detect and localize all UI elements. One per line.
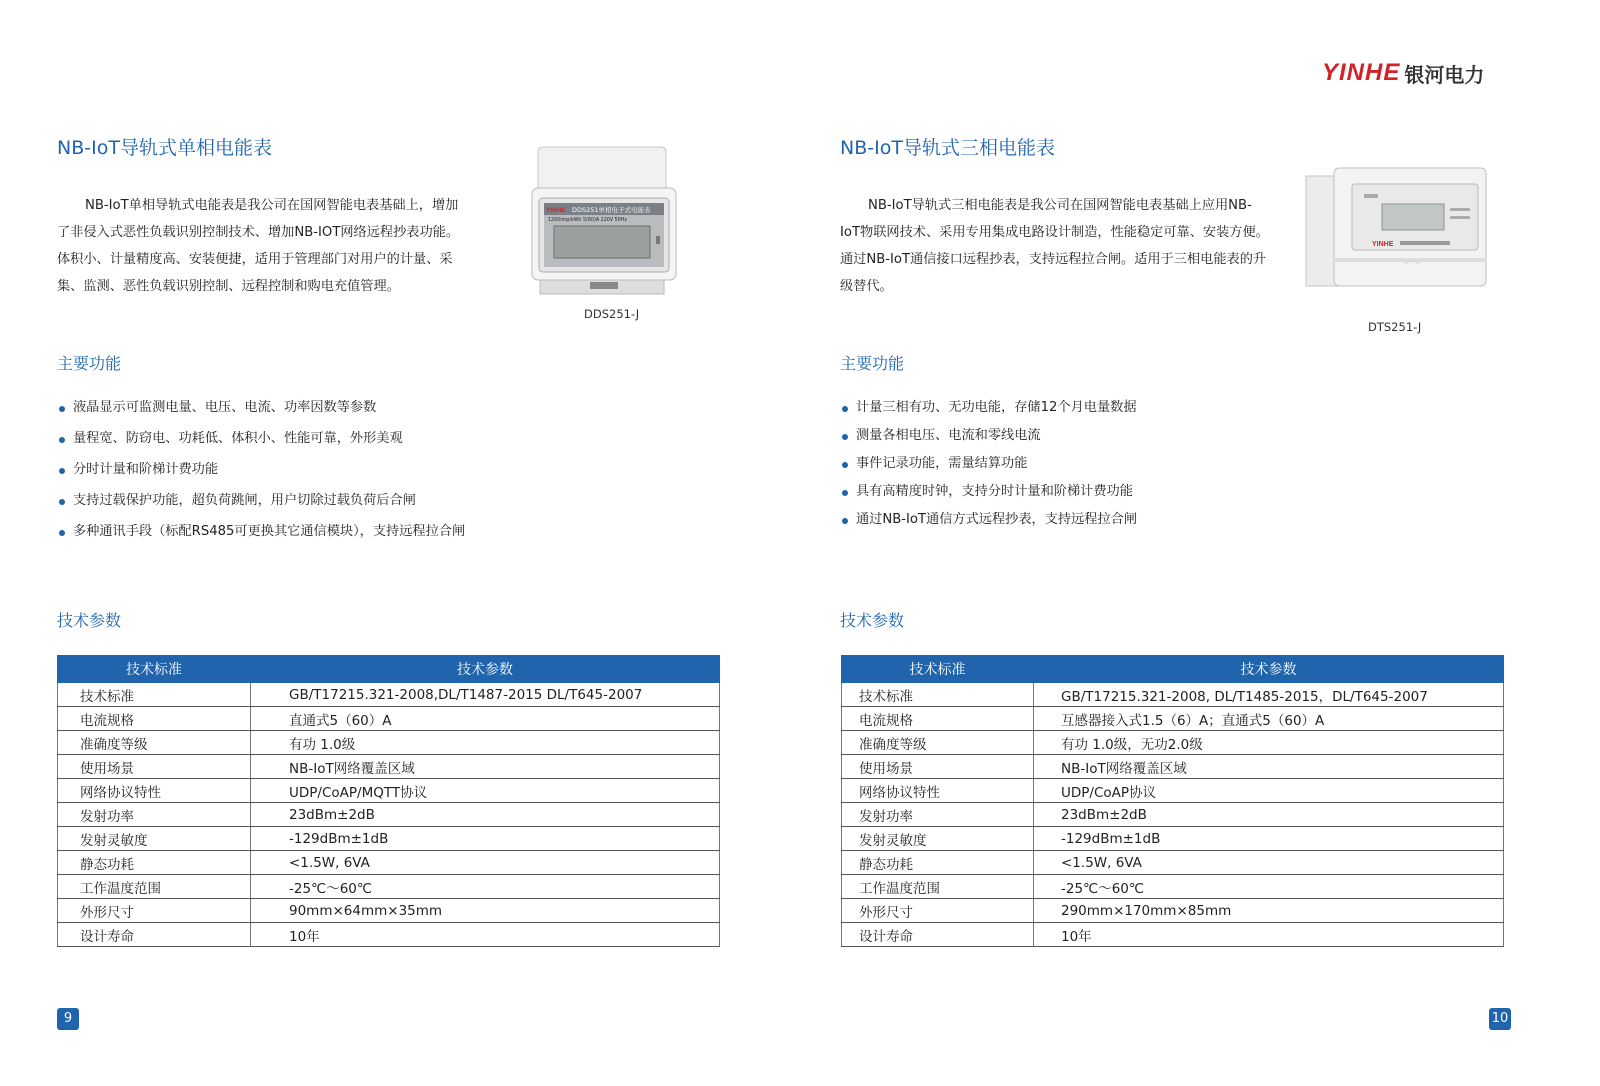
table-cell-key: 发射灵敏度 bbox=[842, 827, 1034, 851]
table-row bbox=[58, 899, 720, 923]
page-number: 9 bbox=[57, 1008, 79, 1030]
list-item: 事件记录功能，需量结算功能 bbox=[840, 454, 1320, 482]
right-spec-table-wrap bbox=[841, 655, 1504, 947]
right-features-title: 主要功能 bbox=[840, 354, 905, 373]
meter-face-brand: YINHE bbox=[546, 207, 566, 214]
table-cell-value: <1.5W, 6VA bbox=[251, 851, 720, 875]
table-cell-key: 网络协议特性 bbox=[58, 779, 251, 803]
left-product-label: DDS251-J bbox=[584, 307, 640, 321]
table-row bbox=[842, 803, 1504, 827]
left-features-title: 主要功能 bbox=[57, 354, 122, 373]
list-item: 通过NB-IoT通信方式远程抄表，支持远程拉合闸 bbox=[840, 510, 1320, 538]
right-intro-line: 通过NB-IoT通信接口远程抄表，支持远程拉合闸。适用于三相电能表的升 bbox=[840, 252, 1267, 267]
left-intro bbox=[57, 192, 497, 300]
table-cell-key: 静态功耗 bbox=[842, 851, 1034, 875]
table-cell-key: 技术标准 bbox=[58, 683, 251, 707]
table-row bbox=[58, 731, 720, 755]
table-cell-value: NB-IoT网络覆盖区域 bbox=[1034, 755, 1504, 779]
table-row bbox=[842, 875, 1504, 899]
table-cell-value: 互感器接入式1.5（6）A；直通式5（60）A bbox=[1034, 707, 1504, 731]
table-row bbox=[58, 683, 720, 707]
left-intro-line: 了非侵入式恶性负载识别控制技术、增加NB-IOT网络远程抄表功能。 bbox=[57, 225, 460, 240]
table-cell-value: 290mm×170mm×85mm bbox=[1034, 899, 1504, 923]
table-cell-value: 直通式5（60）A bbox=[251, 707, 720, 731]
table-cell-key: 设计寿命 bbox=[58, 923, 251, 947]
right-features-list bbox=[840, 398, 1320, 538]
table-row bbox=[58, 875, 720, 899]
table-cell-key: 发射功率 bbox=[58, 803, 251, 827]
left-spec-table-wrap bbox=[57, 655, 720, 947]
table-cell-key: 发射功率 bbox=[842, 803, 1034, 827]
list-item: 具有高精度时钟，支持分时计量和阶梯计费功能 bbox=[840, 482, 1320, 510]
right-intro-line: NB-IoT导轨式三相电能表是我公司在国网智能电表基础上应用NB- bbox=[868, 198, 1252, 213]
table-row bbox=[842, 899, 1504, 923]
table-row bbox=[58, 803, 720, 827]
three-phase-meter-image bbox=[1304, 166, 1488, 292]
left-spec-title: 技术参数 bbox=[57, 611, 122, 630]
table-cell-value: 10年 bbox=[1034, 923, 1504, 947]
table-row bbox=[58, 779, 720, 803]
right-intro-line: IoT物联网技术、采用专用集成电路设计制造，性能稳定可靠、安装方便。 bbox=[840, 225, 1269, 240]
table-cell-value: UDP/CoAP/MQTT协议 bbox=[251, 779, 720, 803]
table-cell-value: 23dBm±2dB bbox=[1034, 803, 1504, 827]
table-row bbox=[58, 755, 720, 779]
table-cell-value: 有功 1.0级 bbox=[251, 731, 720, 755]
table-cell-key: 静态功耗 bbox=[58, 851, 251, 875]
left-intro-line: NB-IoT单相导轨式电能表是我公司在国网智能电表基础上，增加 bbox=[85, 198, 459, 213]
right-spec-title: 技术参数 bbox=[840, 611, 905, 630]
table-cell-value: -25℃～60℃ bbox=[1034, 875, 1504, 899]
table-cell-value: UDP/CoAP协议 bbox=[1034, 779, 1504, 803]
table-cell-value: -129dBm±1dB bbox=[251, 827, 720, 851]
table-cell-key: 电流规格 bbox=[58, 707, 251, 731]
table-row bbox=[842, 683, 1504, 707]
brand-logo bbox=[1322, 56, 1522, 90]
table-cell-value: -129dBm±1dB bbox=[1034, 827, 1504, 851]
table-row bbox=[58, 707, 720, 731]
list-item: 多种通讯手段（标配RS485可更换其它通信模块），支持远程拉合闸 bbox=[57, 522, 537, 553]
table-cell-key: 使用场景 bbox=[58, 755, 251, 779]
table-cell-key: 电流规格 bbox=[842, 707, 1034, 731]
table-row bbox=[58, 827, 720, 851]
table-cell-key: 技术标准 bbox=[842, 683, 1034, 707]
table-header: 技术参数 bbox=[1034, 656, 1504, 683]
meter-face-brand: YINHE bbox=[1372, 241, 1394, 248]
brand-name-cn: 银河电力 bbox=[1404, 62, 1485, 87]
table-row bbox=[842, 827, 1504, 851]
list-item: 测量各相电压、电流和零线电流 bbox=[840, 426, 1320, 454]
list-item: 分时计量和阶梯计费功能 bbox=[57, 460, 537, 491]
table-cell-key: 设计寿命 bbox=[842, 923, 1034, 947]
right-intro-line: 级替代。 bbox=[840, 279, 893, 294]
left-spec-table bbox=[57, 655, 720, 947]
table-row bbox=[58, 923, 720, 947]
table-row bbox=[842, 923, 1504, 947]
table-cell-key: 外形尺寸 bbox=[842, 899, 1034, 923]
table-cell-value: 23dBm±2dB bbox=[251, 803, 720, 827]
table-cell-key: 工作温度范围 bbox=[842, 875, 1034, 899]
right-title: NB-IoT导轨式三相电能表 bbox=[840, 137, 1055, 159]
table-cell-value: <1.5W, 6VA bbox=[1034, 851, 1504, 875]
table-cell-key: 准确度等级 bbox=[58, 731, 251, 755]
right-product-label: DTS251-J bbox=[1368, 320, 1422, 334]
table-cell-value: 90mm×64mm×35mm bbox=[251, 899, 720, 923]
list-item: 计量三相有功、无功电能，存储12个月电量数据 bbox=[840, 398, 1320, 426]
table-cell-key: 工作温度范围 bbox=[58, 875, 251, 899]
table-header: 技术参数 bbox=[251, 656, 720, 683]
table-cell-key: 使用场景 bbox=[842, 755, 1034, 779]
table-cell-key: 外形尺寸 bbox=[58, 899, 251, 923]
page-number: 10 bbox=[1489, 1008, 1511, 1030]
table-cell-value: NB-IoT网络覆盖区域 bbox=[251, 755, 720, 779]
left-intro-line: 集、监测、恶性负载识别控制、远程控制和购电充值管理。 bbox=[57, 279, 400, 294]
list-item: 量程宽、防窃电、功耗低、体积小、性能可靠，外形美观 bbox=[57, 429, 537, 460]
table-row bbox=[842, 779, 1504, 803]
list-item: 液晶显示可监测电量、电压、电流、功率因数等参数 bbox=[57, 398, 537, 429]
table-cell-key: 网络协议特性 bbox=[842, 779, 1034, 803]
table-cell-value: 10年 bbox=[251, 923, 720, 947]
table-cell-value: GB/T17215.321-2008, DL/T1485-2015，DL/T645-2007 bbox=[1034, 683, 1504, 707]
single-phase-meter-image bbox=[530, 146, 680, 298]
left-title: NB-IoT导轨式单相电能表 bbox=[57, 137, 272, 159]
table-header: 技术标准 bbox=[842, 656, 1034, 683]
left-intro-line: 体积小、计量精度高、安装便捷，适用于管理部门对用户的计量、采 bbox=[57, 252, 453, 267]
table-row bbox=[842, 707, 1504, 731]
left-features-list bbox=[57, 398, 537, 553]
table-cell-key: 准确度等级 bbox=[842, 731, 1034, 755]
table-row bbox=[842, 851, 1504, 875]
table-header: 技术标准 bbox=[58, 656, 251, 683]
table-row bbox=[58, 851, 720, 875]
meter-face-model: DDS251单相电子式电能表 bbox=[572, 206, 651, 214]
brand-name-en: YINHE bbox=[1322, 59, 1401, 86]
list-item: 支持过载保护功能，超负荷跳闸，用户切除过载负荷后合闸 bbox=[57, 491, 537, 522]
meter-face-specs: 1200imp/kWh 5(60)A 220V 50Hz bbox=[548, 218, 627, 223]
right-intro bbox=[840, 192, 1290, 300]
table-row bbox=[842, 731, 1504, 755]
table-cell-value: GB/T17215.321-2008,DL/T1487-2015 DL/T645-2007 bbox=[251, 683, 720, 707]
table-row bbox=[842, 755, 1504, 779]
table-cell-key: 发射灵敏度 bbox=[58, 827, 251, 851]
table-cell-value: 有功 1.0级，无功2.0级 bbox=[1034, 731, 1504, 755]
table-cell-value: -25℃～60℃ bbox=[251, 875, 720, 899]
right-spec-table bbox=[841, 655, 1504, 947]
